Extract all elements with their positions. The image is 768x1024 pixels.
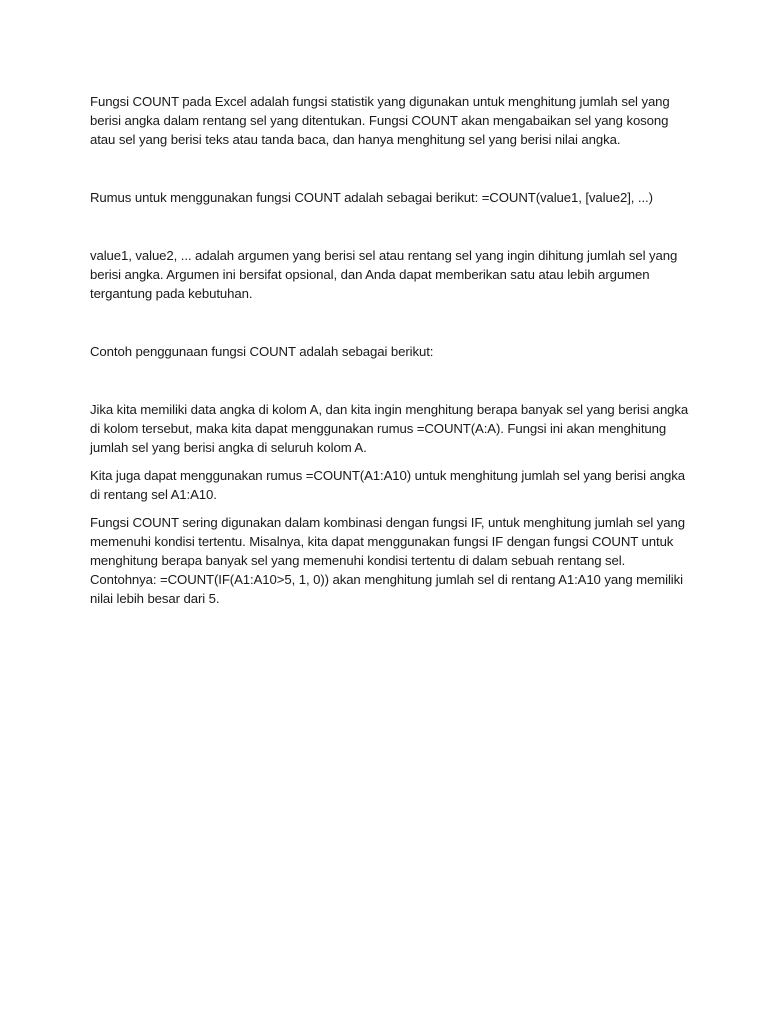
paragraph-arguments: value1, value2, ... adalah argumen yang berisi sel atau rentang sel yang ingin dihitung jumlah sel yang berisi angka. Argumen ini bersifat opsional, dan Anda dapat memberikan satu atau lebih argumen tergantung pada kebutuhan. — [90, 248, 678, 301]
document-body — [90, 92, 690, 608]
paragraph-example-heading: Contoh penggunaan fungsi COUNT adalah sebagai berikut: — [90, 344, 434, 359]
paragraph-example-column: Jika kita memiliki data angka di kolom A, dan kita ingin menghitung berapa banyak sel yang berisi angka di kolom tersebut, maka kita dapat menggunakan rumus =COUNT(A:A). Fungsi ini akan menghitung jumlah sel yang berisi angka di seluruh kolom A. — [90, 402, 689, 455]
paragraph-example-range: Kita juga dapat menggunakan rumus =COUNT(A1:A10) untuk menghitung jumlah sel yang berisi angka di rentang sel A1:A10. — [90, 468, 686, 502]
paragraph-intro: Fungsi COUNT pada Excel adalah fungsi statistik yang digunakan untuk menghitung jumlah sel yang berisi angka dalam rentang sel yang ditentukan. Fungsi COUNT akan mengabaikan sel yang kosong atau sel yang berisi teks atau tanda baca, dan hanya menghitung sel yang berisi nilai angka. — [90, 94, 670, 147]
paragraph-formula: Rumus untuk menggunakan fungsi COUNT adalah sebagai berikut: =COUNT(value1, [value2], ...) — [90, 190, 653, 205]
paragraph-count-if: Fungsi COUNT sering digunakan dalam kombinasi dengan fungsi IF, untuk menghitung jumlah sel yang memenuhi kondisi tertentu. Misalnya, kita dapat menggunakan fungsi IF dengan fungsi COUNT untuk menghitung berapa banyak sel yang memenuhi kondisi tertentu di dalam sebuah rentang sel. Contohnya: =COUNT(IF(A1:A10>5, 1, 0)) akan menghitung jumlah sel di rentang A1:A10 yang memiliki nilai lebih besar dari 5. — [90, 515, 685, 606]
